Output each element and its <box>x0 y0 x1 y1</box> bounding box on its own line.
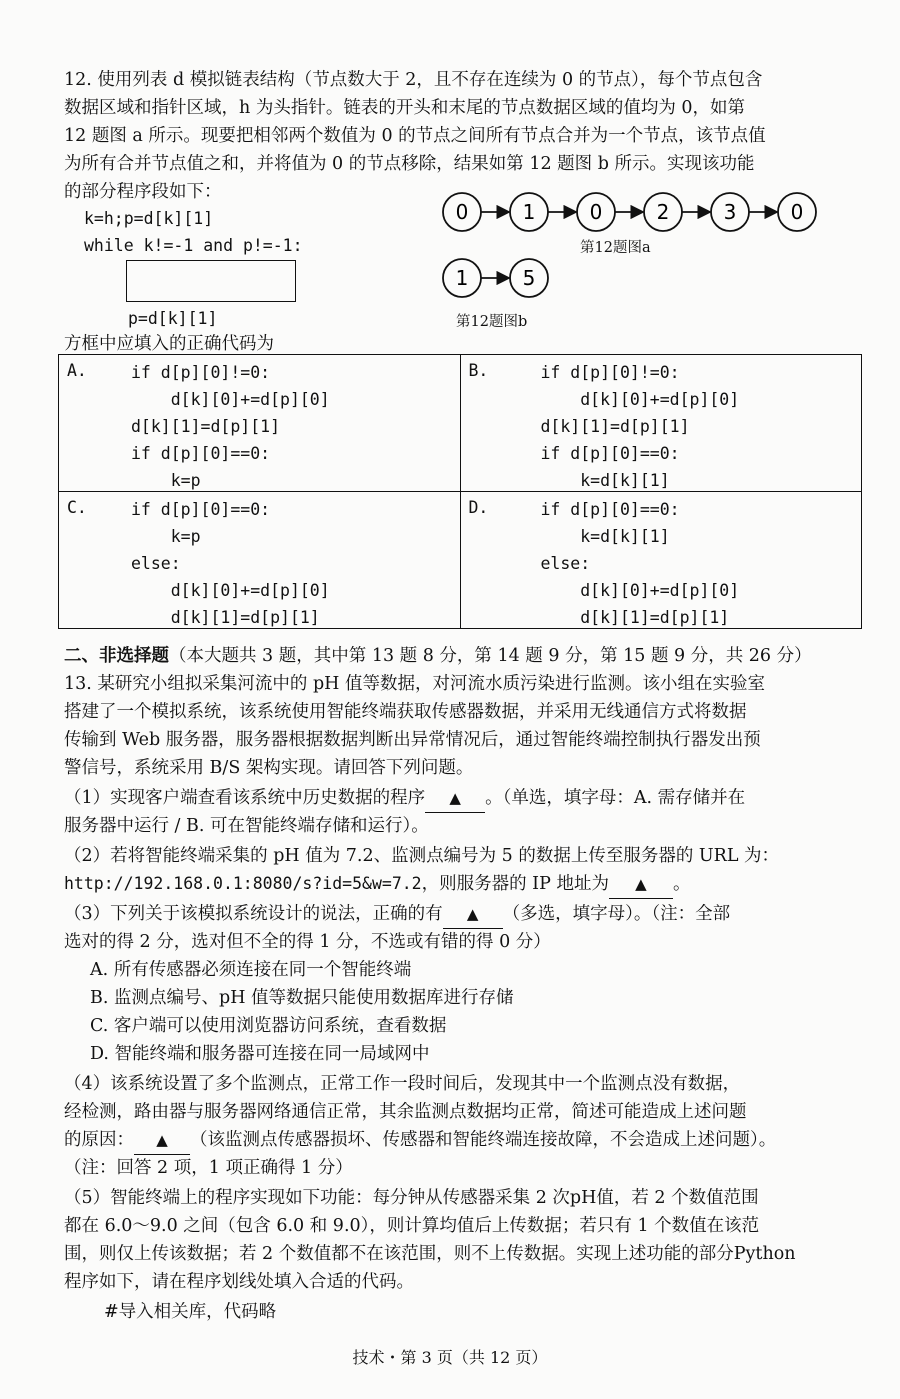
option-a-label: A. <box>67 361 87 380</box>
q13-intro-1: 13. 某研究小组拟采集河流中的 pH 值等数据，对河流水质污染进行监测。该小组在实验室 <box>64 674 765 694</box>
option-a-code: if d[p][0]!=0: d[k][0]+=d[p][0] d[k][1]=d[p][1] if d[p][0]==0: k=p <box>131 363 330 490</box>
q12-code-line-1: k=h;p=d[k][1] <box>84 209 214 228</box>
q12-prompt: 方框中应填入的正确代码为 <box>64 334 274 354</box>
linked-list-figure-b <box>440 256 560 300</box>
figure-a-node-value-1: 1 <box>522 200 536 224</box>
q13-3-text: （3）下列关于该模拟系统设计的说法，正确的有 <box>64 904 443 924</box>
option-b-label: B. <box>468 361 489 380</box>
q13-code-comment: #导入相关库，代码略 <box>104 1302 277 1322</box>
option-c-code: if d[p][0]==0: k=p else: d[k][0]+=d[p][0] d[k][1]=d[p][1] <box>131 500 330 627</box>
q13-2-end: 。 <box>672 874 691 894</box>
q13-part-3-line-1 <box>64 900 870 929</box>
answer-blank-4[interactable]: ▲ <box>134 1126 190 1155</box>
q13-part-5-line-2: 都在 6.0～9.0 之间（包含 6.0 和 9.0），则计算均值后上传数据；若只有 1 个数值在该范 <box>64 1216 760 1236</box>
option-c-label: C. <box>67 498 87 517</box>
q13-url: http://192.168.0.1:8080/s?id=5&w=7.2 <box>64 874 422 893</box>
q13-intro-3: 传输到 Web 服务器，服务器根据数据判断出异常情况后，通过智能终端控制执行器发出预 <box>64 730 761 750</box>
q13-2-mid: ，则服务器的 IP 地址为 <box>421 874 609 894</box>
options-table <box>58 354 862 629</box>
code-blank-box <box>126 260 296 302</box>
q13-3-option-b: B. 监测点编号、pH 值等数据只能使用数据库进行存储 <box>90 988 514 1008</box>
figure-a-node-value-4: 3 <box>723 200 737 224</box>
q13-part-2-line-2 <box>64 870 870 899</box>
figure-a-node-value-3: 2 <box>656 200 670 224</box>
q12-code-line-3: p=d[k][1] <box>128 309 218 328</box>
q13-intro-2: 搭建了一个模拟系统，该系统使用智能终端获取传感器数据，并采用无线通信方式将数据 <box>64 702 747 722</box>
q13-3-option-a: A. 所有传感器必须连接在同一个智能终端 <box>90 960 412 980</box>
option-d <box>460 492 862 629</box>
linked-list-figure-a <box>440 190 820 234</box>
figure-a-caption: 第12题图a <box>580 240 651 256</box>
q13-part-4-line-3 <box>64 1126 870 1155</box>
q13-part-4-line-1: （4）该系统设置了多个监测点，正常工作一段时间后，发现其中一个监测点没有数据， <box>64 1074 741 1094</box>
q13-part-5-line-4: 程序如下，请在程序划线处填入合适的代码。 <box>64 1272 414 1292</box>
q13-part-4-line-4: （注：回答 2 项，1 项正确得 1 分） <box>64 1158 353 1178</box>
q13-part-5-line-1: （5）智能终端上的程序实现如下功能：每分钟从传感器采集 2 次pH值，若 2 个数值范围 <box>64 1188 759 1208</box>
q12-line-4: 为所有合并节点值之和，并将值为 0 的节点移除，结果如第 12 题图 b 所示。实现该功能 <box>64 154 755 174</box>
figure-b-caption: 第12题图b <box>456 314 528 330</box>
q13-4-text-post: （该监测点传感器损坏、传感器和智能终端连接故障，不会造成上述问题）。 <box>190 1130 777 1150</box>
page-footer: 技术・第 3 页（共 12 页） <box>352 1348 548 1367</box>
q12-line-5: 的部分程序段如下： <box>64 182 222 202</box>
figure-a-node-value-0: 0 <box>455 200 469 224</box>
q13-part-5-line-3: 围，则仅上传该数据；若 2 个数值都不在该范围，则不上传数据。实现上述功能的部分Python <box>64 1244 796 1264</box>
figure-b-node-value-0: 1 <box>455 266 469 290</box>
q12-line-2: 数据区域和指针区域，h 为头指针。链表的开头和末尾的节点数据区域的值均为 0，如第 <box>64 98 746 118</box>
option-d-code: if d[p][0]==0: k=d[k][1] else: d[k][0]+=d[p][0] d[k][1]=d[p][1] <box>540 500 740 627</box>
answer-blank-2[interactable]: ▲ <box>609 870 673 899</box>
option-b <box>460 355 862 492</box>
section-2-heading <box>64 642 870 670</box>
q13-part-2-line-1: （2）若将智能终端采集的 pH 值为 7.2、监测点编号为 5 的数据上传至服务器的 URL 为： <box>64 846 780 866</box>
q13-3-option-c: C. 客户端可以使用浏览器访问系统，查看数据 <box>90 1016 447 1036</box>
q13-3-text-post: （多选，填字母）。（注：全部 <box>502 904 731 924</box>
q13-1-text-post: 。（单选，填字母：A. 需存储并在 <box>485 788 746 808</box>
section-2-note: （本大题共 3 题，其中第 13 题 8 分，第 14 题 9 分，第 15 题 9 分，共 26 分） <box>169 646 812 666</box>
q13-4-text: 的原因： <box>64 1130 134 1150</box>
option-d-label: D. <box>468 498 489 517</box>
q13-part-1-line-2: 服务器中运行 / B. 可在智能终端存储和运行）。 <box>64 816 429 836</box>
q13-part-4-line-2: 经检测，路由器与服务器网络通信正常，其余监测点数据均正常，简述可能造成上述问题 <box>64 1102 747 1122</box>
q13-part-3-line-2: 选对的得 2 分，选对但不全的得 1 分，不选或有错的得 0 分） <box>64 932 551 952</box>
figure-b-node-value-1: 5 <box>522 266 536 290</box>
q13-1-text: （1）实现客户端查看该系统中历史数据的程序 <box>64 788 426 808</box>
figure-a-node-value-2: 0 <box>589 200 603 224</box>
q13-3-option-d: D. 智能终端和服务器可连接在同一局域网中 <box>90 1044 430 1064</box>
answer-blank-3[interactable]: ▲ <box>443 900 503 929</box>
section-2-title: 二、非选择题 <box>64 646 169 666</box>
q12-line-1: 12. 使用列表 d 模拟链表结构（节点数大于 2，且不存在连续为 0 的节点），每个节点包含 <box>64 70 763 90</box>
figure-a-node-value-5: 0 <box>790 200 804 224</box>
q13-part-1 <box>64 784 870 813</box>
answer-blank-1[interactable]: ▲ <box>425 784 485 813</box>
option-b-code: if d[p][0]!=0: d[k][0]+=d[p][0] d[k][1]=d[p][1] if d[p][0]==0: k=d[k][1] <box>540 363 740 490</box>
q13-intro-4: 警信号，系统采用 B/S 架构实现。请回答下列问题。 <box>64 758 474 778</box>
q12-code-line-2: while k!=-1 and p!=-1: <box>84 236 303 255</box>
option-a <box>59 355 461 492</box>
q12-line-3: 12 题图 a 所示。现要把相邻两个数值为 0 的节点之间所有节点合并为一个节点，该节点值 <box>64 126 766 146</box>
option-c <box>59 492 461 629</box>
